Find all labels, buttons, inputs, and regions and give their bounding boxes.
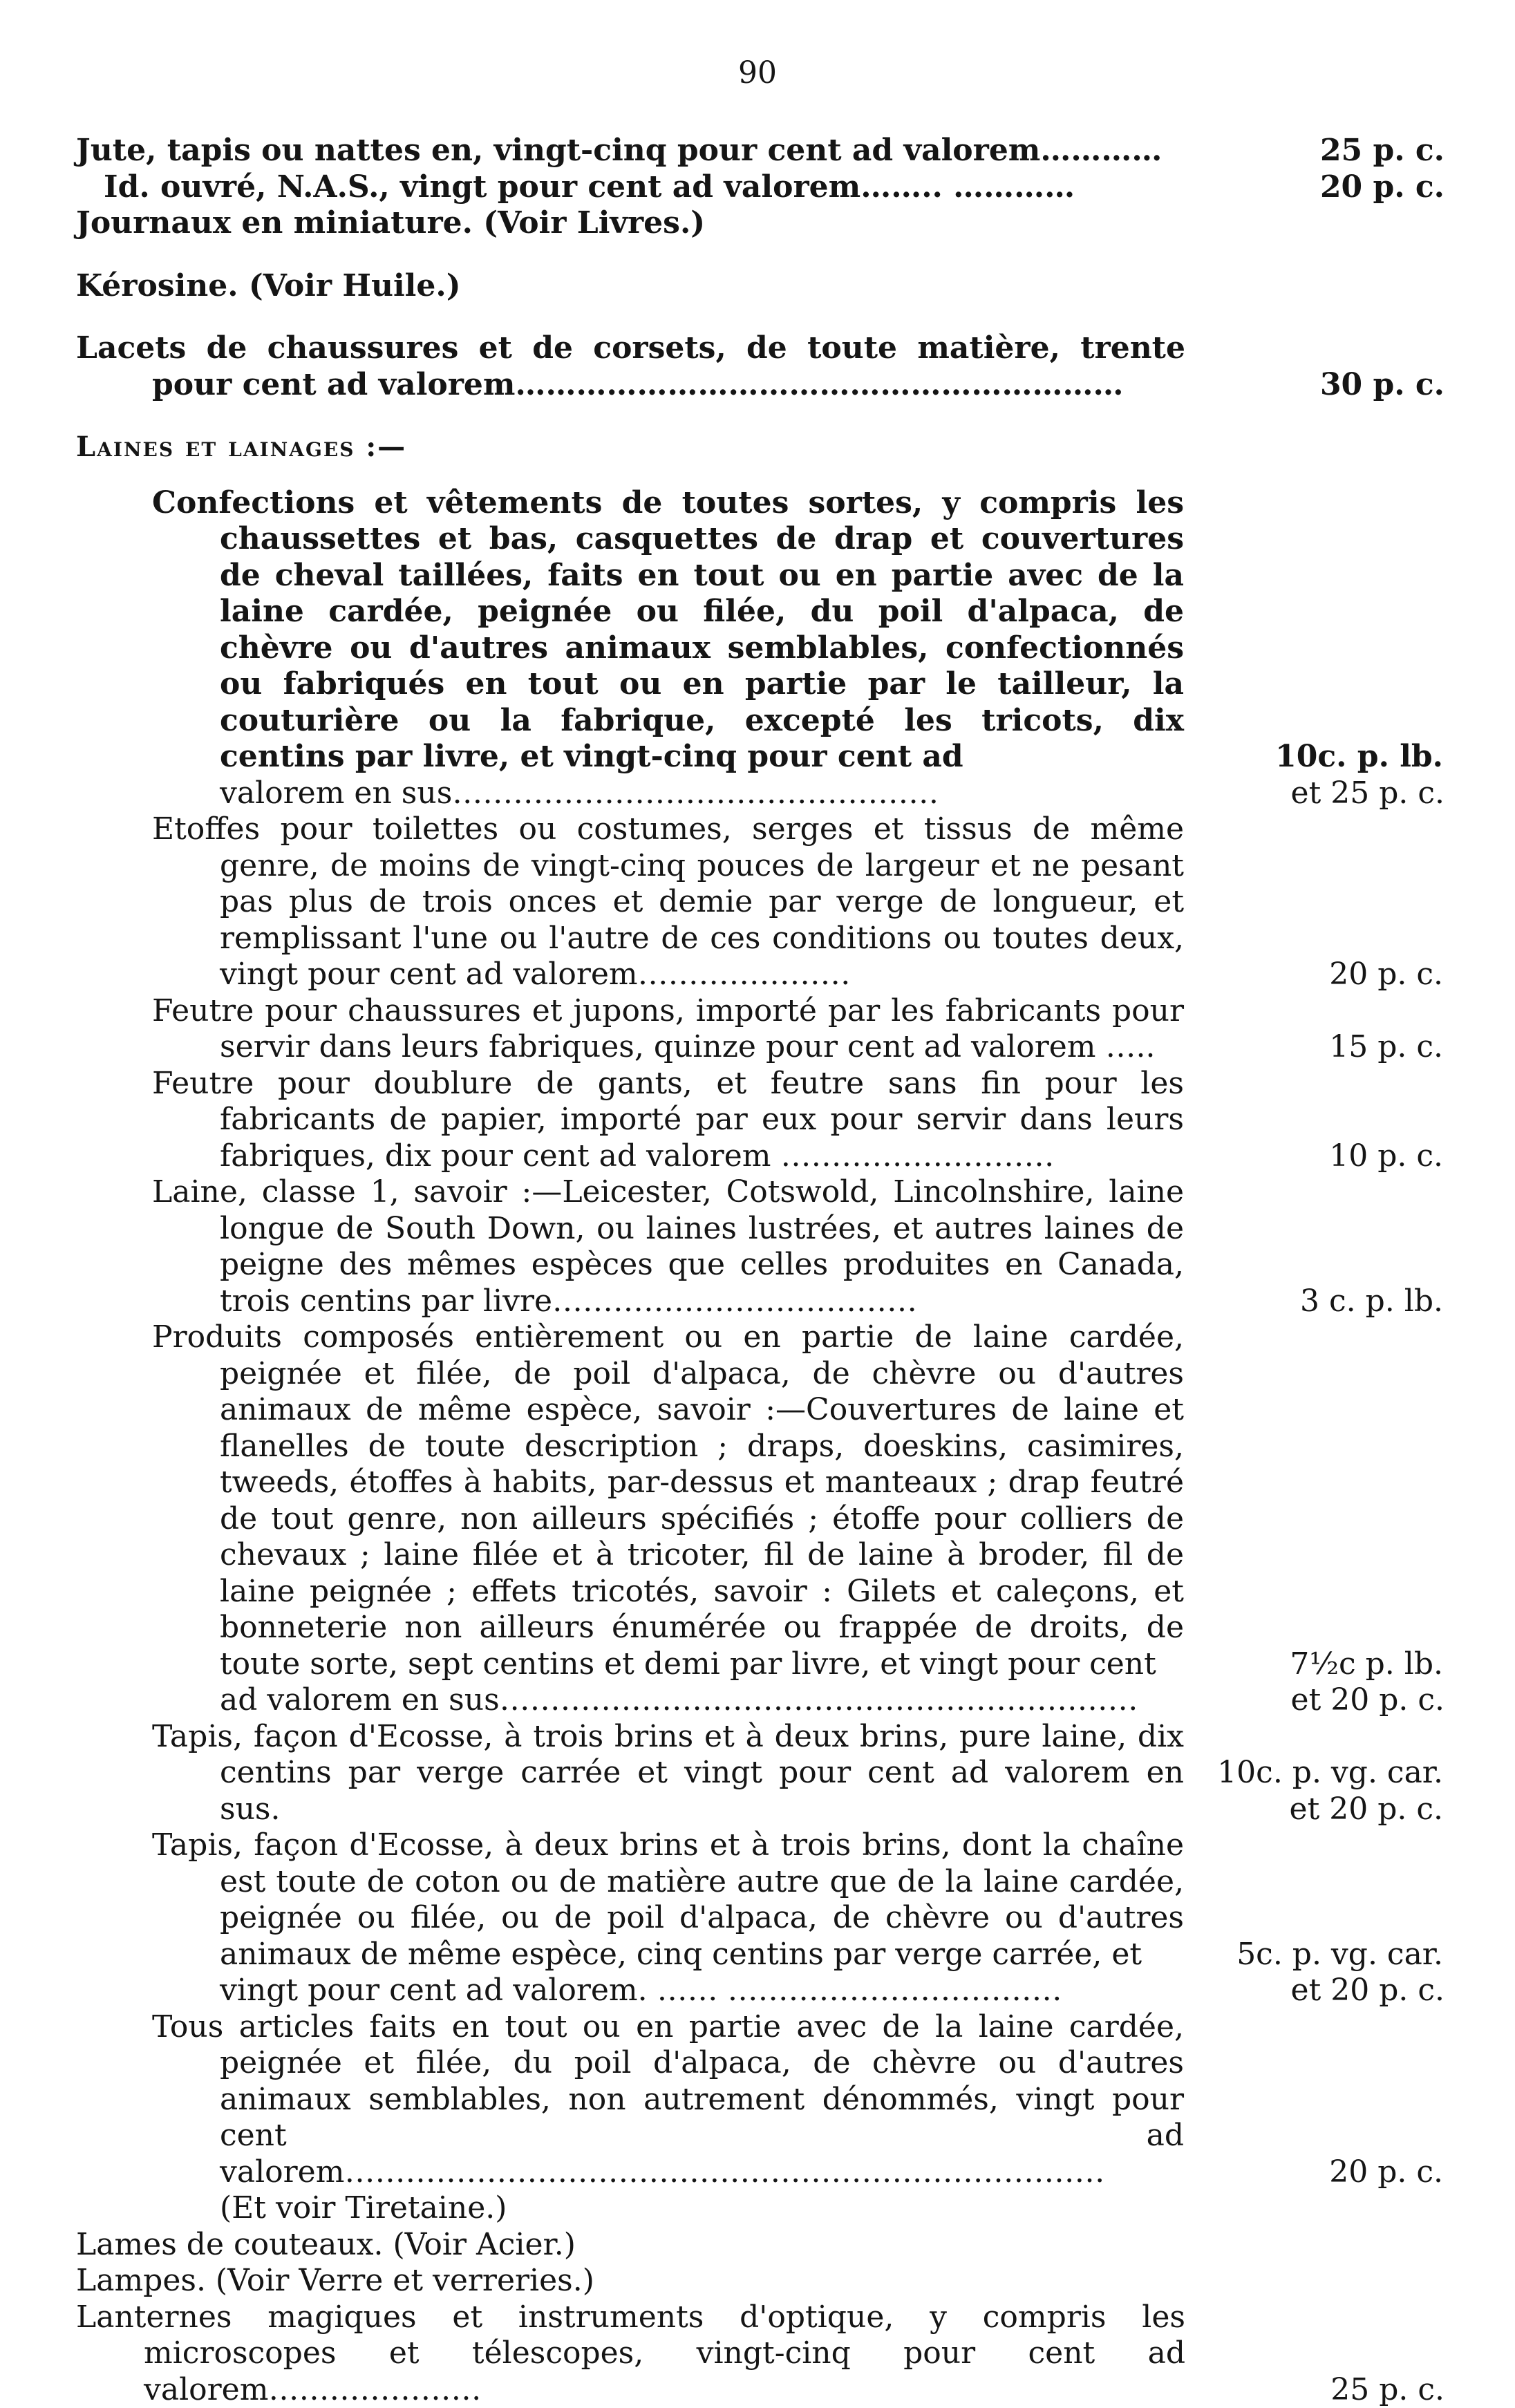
laines-item-produits-composes	[152, 1319, 1445, 1682]
entry-rate: 20 p. c.	[1184, 2154, 1443, 2191]
entry-text: Tous articles faits en tout ou en partie avec de la laine cardée, peignée et filée, du poil d'alpaca, de chèvre ou d'autres animaux semblables, non autrement dénommés, vingt pour cent ad valorem…………………………………………………………………	[152, 2009, 1184, 2191]
entry-text: Jute, tapis ou nattes en, vingt-cinq pour cent ad valorem…………	[76, 133, 1185, 169]
entry-text: valorem en sus…………………………………………	[220, 775, 1185, 812]
entry-text: Tapis, façon d'Ecosse, à deux brins et à trois brins, dont la chaîne est toute de coton ou de matière autre que de la laine cardée, peignée ou filée, ou de poil d'alpaca, de chèvre ou d'autres animaux de même espèce, cinq centins par verge carrée, et	[152, 1827, 1184, 1973]
laines-item-tapis-ecosse-coton	[152, 1827, 1445, 1973]
entry-text: Kérosine. (Voir Huile.)	[76, 268, 1185, 305]
tariff-list	[76, 133, 1445, 2408]
entry-jute	[76, 133, 1445, 169]
entry-rate: 30 p. c.	[1185, 367, 1445, 404]
laines-item-tous-articles	[152, 2009, 1445, 2191]
entry-text: Id. ouvré, N.A.S., vingt pour cent ad valorem…….. …………	[104, 169, 1185, 206]
entry-rate: 20 p. c.	[1185, 169, 1445, 206]
laines-item-tapis-ecosse-pure	[152, 1719, 1445, 1828]
section-title: Laines et lainages :—	[76, 429, 1185, 466]
entry-text: Feutre pour chaussures et jupons, importé par les fabricants pour servir dans leurs fabriques, quinze pour cent ad valorem …..	[152, 993, 1184, 1066]
entry-text: ad valorem en sus………………………………………………………	[220, 1682, 1185, 1719]
entry-rate: 10 p. c.	[1184, 1138, 1443, 1175]
entry-text: Confections et vêtements de toutes sortes, y compris les chaussettes et bas, casquettes de drap et couvertures de cheval taillées, faits en tout ou en partie avec de la laine cardée, peignée ou filée, du poil d'alpaca, de chèvre ou d'autres animaux semblables, confectionnés ou fabriqués en tout ou en partie par le tailleur, la couturière ou la fabrique, excepté les tricots, dix centins par livre, et vingt-cinq pour cent ad	[152, 485, 1184, 775]
entry-rate: et 20 p. c.	[1185, 1973, 1445, 2009]
entry-rate: 25 p. c.	[1185, 133, 1445, 169]
entry-rate: 5c. p. vg. car.	[1184, 1937, 1443, 1973]
entry-rate: 10c. p. lb.	[1184, 739, 1443, 775]
entry-lacets	[76, 330, 1445, 403]
entry-lames	[76, 2227, 1445, 2264]
laines-item-laine-classe-1	[152, 1174, 1445, 1319]
laines-item-feutre-chaussures	[152, 993, 1445, 1066]
page-number: 90	[0, 54, 1515, 93]
entry-text: Lanternes magiques et instruments d'optique, y compris les microscopes et télescopes, vingt-cinq pour cent ad valorem…………………	[76, 2299, 1185, 2408]
entry-rate: 10c. p. vg. car. et 20 p. c.	[1184, 1755, 1443, 1827]
entry-rate: 25 p. c.	[1185, 2372, 1445, 2408]
entry-text: Journaux en miniature. (Voir Livres.)	[76, 205, 1185, 242]
entry-rate: et 20 p. c.	[1185, 1682, 1445, 1719]
entry-text: Lames de couteaux. (Voir Acier.)	[76, 2227, 1185, 2264]
laines-item-voir-tiretaine	[220, 2190, 1445, 2227]
entry-lanternes	[76, 2299, 1445, 2408]
entry-rate: 7½c p. lb.	[1184, 1646, 1443, 1683]
entry-rate: 20 p. c.	[1184, 957, 1443, 993]
laines-item-etoffes	[152, 811, 1445, 993]
entry-text: Lampes. (Voir Verre et verreries.)	[76, 2263, 1185, 2299]
laines-item-produits-composes-cont	[220, 1682, 1445, 1719]
entry-text: Tapis, façon d'Ecosse, à trois brins et à deux brins, pure laine, dix centins par verge carrée et vingt pour cent ad valorem en sus.	[152, 1719, 1184, 1828]
laines-item-confections-cont	[220, 775, 1445, 812]
laines-item-feutre-gants	[152, 1066, 1445, 1175]
entry-text: Etoffes pour toilettes ou costumes, serges et tissus de même genre, de moins de vingt-cinq pouces de largeur et ne pesant pas plus de trois onces et demie par verge de longueur, et remplissant l'une ou l'autre de ces conditions ou toutes deux, vingt pour cent ad valorem…………………	[152, 811, 1184, 993]
entry-lampes	[76, 2263, 1445, 2299]
entry-rate: 3 c. p. lb.	[1184, 1283, 1443, 1320]
entry-text: Laine, classe 1, savoir :—Leicester, Cotswold, Lincolnshire, laine longue de South Down, ou laines lustrées, et autres laines de peigne des mêmes espèces que celles produites en Canada, trois centins par livre………………………………	[152, 1174, 1184, 1319]
entry-rate: 15 p. c.	[1184, 1029, 1443, 1066]
entry-text: (Et voir Tiretaine.)	[220, 2190, 1185, 2227]
entry-kerosine	[76, 268, 1445, 305]
entry-jute-ouvre	[76, 169, 1445, 206]
section-heading-laines	[76, 429, 1445, 466]
entry-rate: et 25 p. c.	[1185, 775, 1445, 812]
entry-journaux	[76, 205, 1445, 242]
entry-text: Produits composés entièrement ou en partie de laine cardée, peignée et filée, de poil d'alpaca, de chèvre ou d'autres animaux de même espèce, savoir :—Couvertures de laine et flanelles de toute description ; draps, doeskins, casimires, tweeds, étoffes à habits, par-dessus et manteaux ; drap feutré de tout genre, non ailleurs spécifiés ; étoffe pour colliers de chevaux ; laine filée et à tricoter, fil de laine à broder, fil de laine peignée ; effets tricotés, savoir : Gilets et caleçons, et bonneterie non ailleurs énumérée ou frappée de droits, de toute sorte, sept centins et demi par livre, et vingt pour cent	[152, 1319, 1184, 1682]
laines-item-confections	[152, 485, 1445, 775]
laines-item-tapis-ecosse-coton-cont	[220, 1973, 1445, 2009]
entry-text: Lacets de chaussures et de corsets, de toute matière, trente pour cent ad valorem……………………………………………………	[76, 330, 1185, 403]
entry-text: vingt pour cent ad valorem. …… ……………………………	[220, 1973, 1185, 2009]
entry-text: Feutre pour doublure de gants, et feutre sans fin pour les fabricants de papier, importé par eux pour servir dans leurs fabriques, dix pour cent ad valorem ………………………	[152, 1066, 1184, 1175]
